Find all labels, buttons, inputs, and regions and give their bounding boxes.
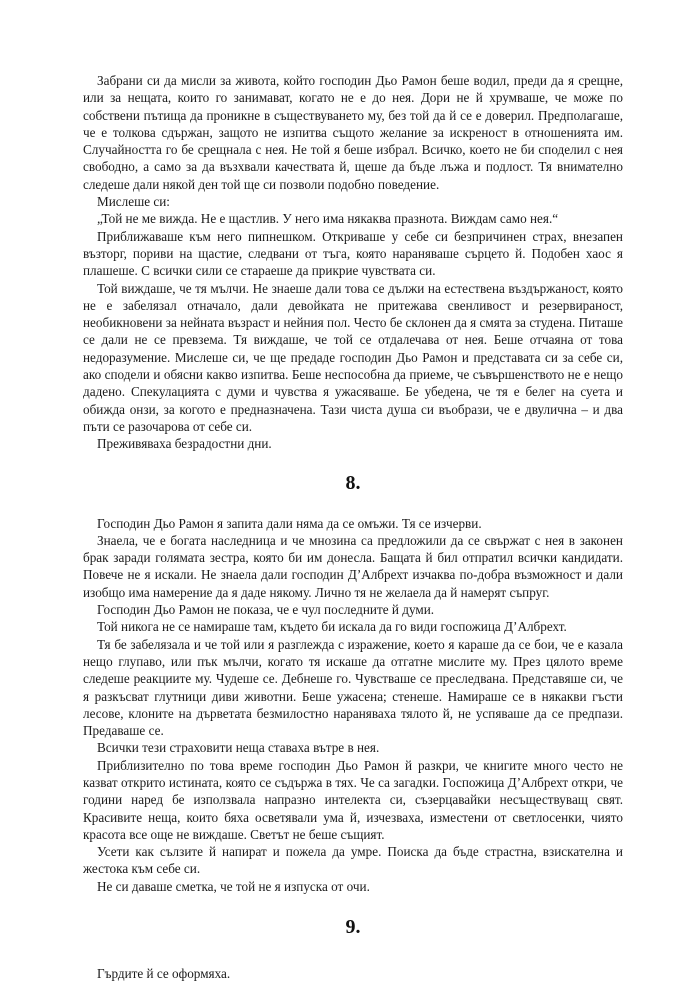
paragraph: Не си даваше сметка, че той не я изпуска от очи. — [97, 878, 370, 894]
page-text — [83, 72, 623, 982]
paragraph: Тя бе забелязала и че той или я разглежда с изражение, което я караше да се бои, че е казала нещо глупаво, или пък мълчи, когато тя искаше да отгатне мислите му. През цялото време следеше реакциите му. Чудеше се. Дебнеше го. Чувстваше се преследвана. Представяше си, че я разкъсват глутници диви животни. Беше ужасена; стенеше. Намираше се в някакви гъсти лесове, клоните на дърветата безмилостно нараняваха тялото й, не успяваше да се предпази. Предаваше се. — [83, 636, 623, 739]
paragraph: Преживяваха безрадостни дни. — [97, 436, 272, 452]
paragraph: Усети как сълзите й напират и пожела да умре. Поиска да бъде страстна, взискателна и жестока към себе си. — [83, 844, 623, 877]
paragraph: Гърдите й се оформяха. — [97, 966, 231, 982]
paragraph: Господин Дьо Рамон не показа, че е чул последните й думи. — [97, 602, 435, 618]
paragraph: Приблизително по това време господин Дьо Рамон й разкри, че книгите много често не казват открито истината, която се съдържа в тях. Че са загадки. Госпожица Д’Албрехт откри, че години наред бе използвала напразно интелекта си, съзерцавайки несъществуващ свят. Красивите неща, които бяха осветявали ума й, изчезваха, изместени от светлосенки, чиято красота все още не виждаше. Светът не беше същият. — [83, 757, 623, 842]
paragraph: Господин Дьо Рамон я запита дали няма да се омъжи. Тя се изчерви. — [97, 515, 482, 531]
chapter-heading: 8. — [345, 471, 361, 494]
paragraph: Той никога не се намираше там, където би искала да го види госпожица Д’Албрехт. — [97, 619, 567, 635]
paragraph: Всички тези страховити неща ставаха вътре в нея. — [97, 740, 380, 756]
paragraph: Забрани си да мисли за живота, който господин Дьо Рамон беше водил, преди да я срещне, или за нещата, които го занимават, когато не е до нея. Дори не й хрумваше, че може по собствени пътища да проникне в съществуването му, без той да й се е доверил. Предполагаше, че е толкова сдържан, защото не изпитва същото желание за искреност в отношенията им. Случайността го бе срещнала с нея. Не той я беше избрал. Всичко, което не би споделил с нея свободно, а само за да възхвали качествата й, щеше да бъде лъжа и подлост. Тя внимателно следеше дали някой ден той ще си позволи подобно поведение. — [83, 73, 623, 192]
chapter-heading: 9. — [345, 916, 361, 939]
paragraph: „Той не ме вижда. Не е щастлив. У него има някаква празнота. Виждам само нея.“ — [97, 211, 559, 227]
paragraph: Знаела, че е богата наследница и че мнозина са предложили да се свържат с нея в законен брак заради голямата зестра, която би им донесла. Бащата й бил отпратил всички кандидати. Повече не я искали. Не знаела дали господин Д’Албрехт изчаква по-добра възможност и дали изобщо има намерение да я даде някому. Лично тя не желаела да й намерят съпруг. — [83, 532, 623, 600]
paragraph: Той виждаше, че тя мълчи. Не знаеше дали това се дължи на естествена въздържаност, която не е забелязал отначало, дали девойката не притежава свенливост и резервираност, необикновени за нейната възраст и нейния пол. Често бе склонен да я смята за студена. Питаше се дали не се превзема. Тя виждаше, че той се отдалечава от нея. Беше отчаяна от това недоразумение. Мислеше си, че ще предаде господин Дьо Рамон и представата си за себе си, ако сподели и обясни какво изпитва. Беше неспособна да приеме, че съвършенството не е нещо дадено. Спекулацията с думи и чувства я ужасяваше. Бе убедена, че тя е белег на суета и обижда онзи, за когото е предназначена. Тази чиста душа си въобрази, че е двулична – и два пъти се разочарова от себе си. — [83, 280, 623, 434]
paragraph: Мислеше си: — [97, 194, 170, 210]
paragraph: Приближаваше към него пипнешком. Откриваше у себе си безпричинен страх, внезапен възторг, пориви на щастие, следвани от тъга, която нараняваше сърцето й. Подобен хаос я плашеше. С всички сили се стараеше да прикрие чувствата си. — [83, 228, 623, 279]
